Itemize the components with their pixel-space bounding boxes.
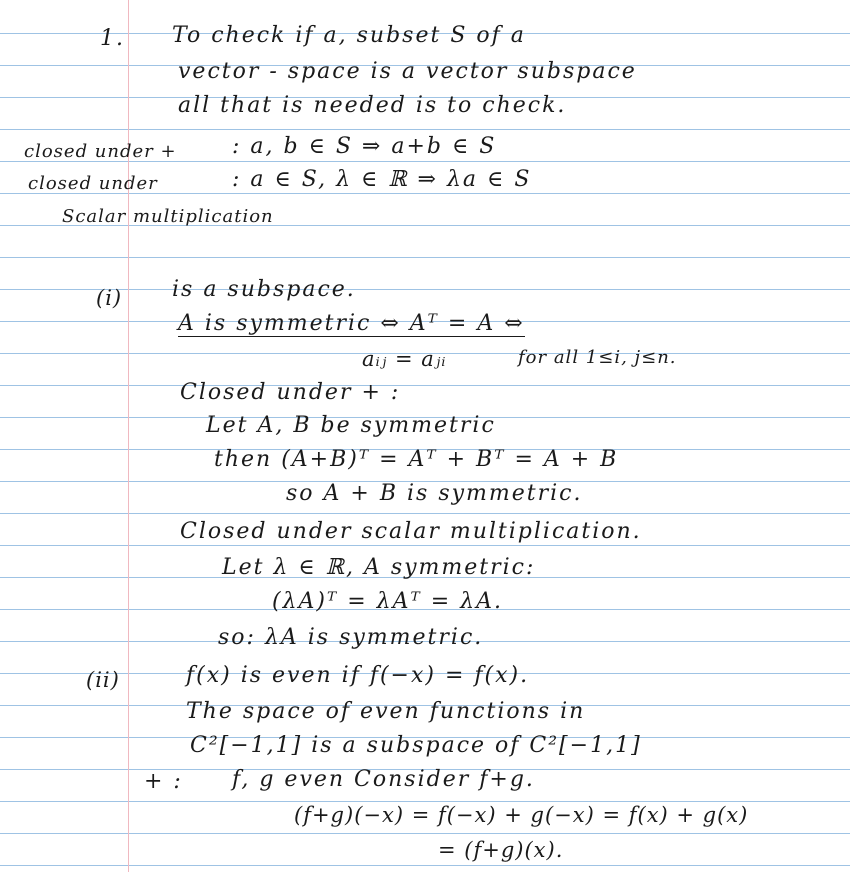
page-margin-line <box>128 0 129 872</box>
closed-add-rule: : a, b ∈ S ⇒ a+b ∈ S <box>232 134 497 159</box>
part-ii-label: (ii) <box>86 668 120 692</box>
symmetric-definition <box>178 312 525 336</box>
intro-line-2: vector - space is a vector subspace <box>178 59 637 84</box>
plus-label: + : <box>144 769 183 794</box>
symmetric-definition-text: A is symmetric ⇔ Aᵀ = A ⇔ <box>178 311 525 336</box>
closed-mult-rule: : a ∈ S, λ ∈ ℝ ⇒ λa ∈ S <box>232 167 532 192</box>
part-i-title: is a subspace. <box>172 277 356 302</box>
lambda-symmetric-line: so: λA is symmetric. <box>218 625 484 650</box>
closed-mult-label-2: Scalar multiplication <box>62 206 274 227</box>
closed-scalar-heading: Closed under scalar multiplication. <box>180 519 642 544</box>
sum-symmetric-line: so A + B is symmetric. <box>286 481 583 506</box>
intro-line-1: To check if a, subset S of a <box>172 23 526 48</box>
problem-number: 1. <box>100 26 125 51</box>
fg-even-line: f, g even Consider f+g. <box>232 767 535 792</box>
closed-plus-heading: Closed under + : <box>180 380 401 405</box>
closed-add-label: closed under + <box>24 141 177 162</box>
even-space-line-2: C²[−1,1] is a subspace of C²[−1,1] <box>190 733 642 758</box>
closed-mult-label-1: closed under <box>28 173 158 194</box>
let-ab-line: Let A, B be symmetric <box>206 413 496 438</box>
part-i-label: (i) <box>96 286 123 310</box>
fg-calc-line-1: (f+g)(−x) = f(−x) + g(−x) = f(x) + g(x) <box>294 803 749 827</box>
intro-line-3: all that is needed is to check. <box>178 93 567 118</box>
entry-condition: aᵢⱼ = aⱼᵢ <box>362 347 447 371</box>
fg-calc-line-2: = (f+g)(x). <box>438 838 564 862</box>
even-space-line-1: The space of even functions in <box>186 699 586 724</box>
lambda-calc-line: (λA)ᵀ = λAᵀ = λA. <box>272 589 503 614</box>
index-range: for all 1≤i, j≤n. <box>518 347 677 368</box>
even-definition: f(x) is even if f(−x) = f(x). <box>186 663 530 688</box>
transpose-sum-line: then (A+B)ᵀ = Aᵀ + Bᵀ = A + B <box>214 447 619 472</box>
let-lambda-line: Let λ ∈ ℝ, A symmetric: <box>222 555 536 580</box>
